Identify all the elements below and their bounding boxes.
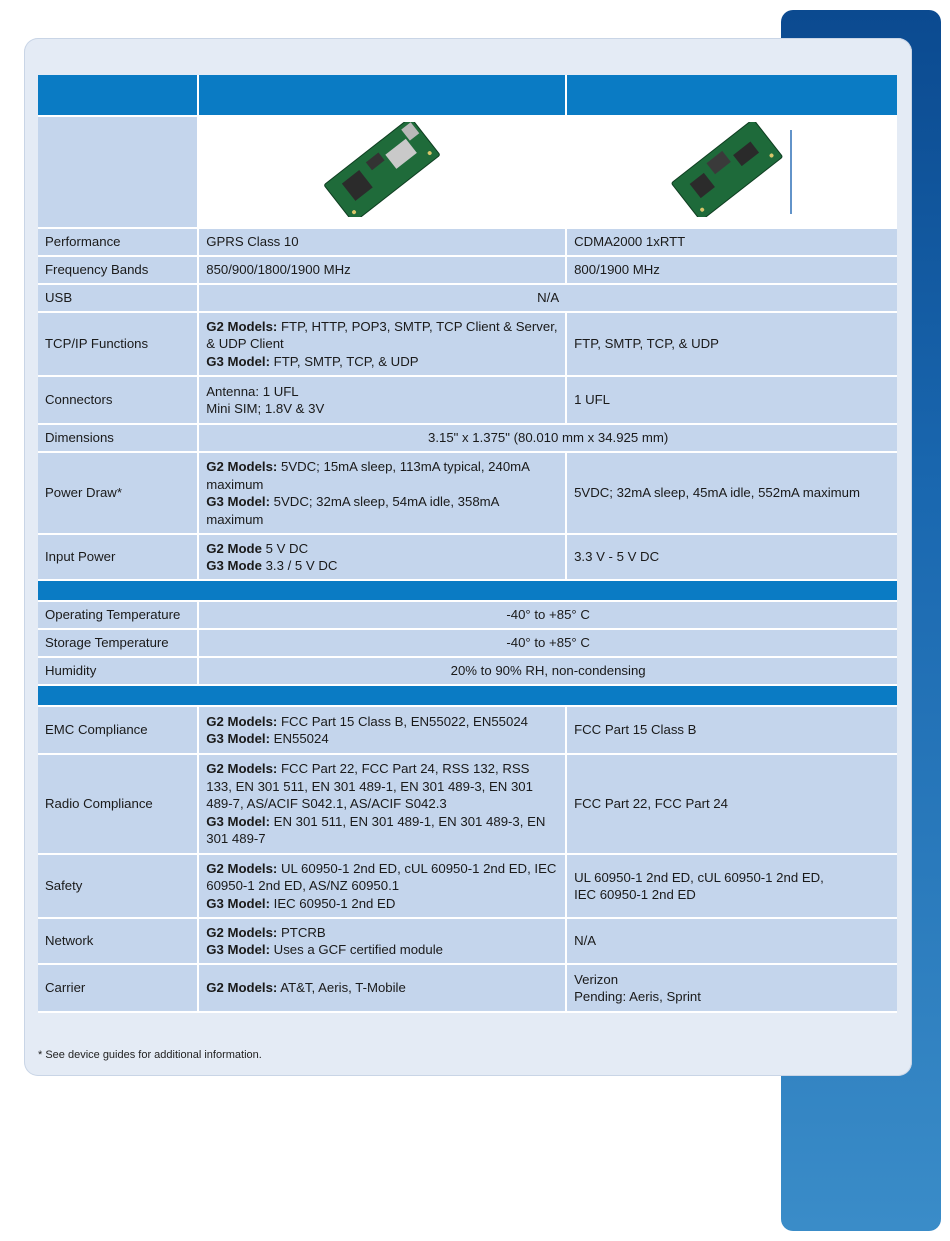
header-cell-empty [38,75,199,117]
spec-row-radio-compliance [38,755,897,855]
g2-value: GPRS Class 10 [199,229,567,257]
g2-value [199,965,567,1013]
spec-row-dimensions [38,425,897,453]
g2-value [199,377,567,425]
row-label: Frequency Bands [38,257,199,285]
spec-table [38,75,897,1013]
cell-line: Antenna: 1 UFL [206,383,299,399]
row-label: Input Power [38,535,199,581]
row-value-span: -40° to +85° C [199,630,897,658]
model-label: G3 Model: [206,895,270,911]
model-label: G3 Model: [206,353,270,369]
row-label: Power Draw* [38,453,199,535]
spec-row-connectors [38,377,897,425]
cell-line: G3 Model: EN 301 511, EN 301 489-1, EN 301 489-3, EN 301 489-7 [206,813,546,847]
model-label: G2 Models: [206,860,278,876]
cell-line: UL 60950-1 2nd ED, cUL 60950-1 2nd ED, [574,869,824,885]
g2-value [199,919,567,965]
g3-value [567,965,897,1013]
row-label: Operating Temperature [38,602,199,630]
spec-row-safety [38,855,897,919]
model-label: G2 Models: [206,459,278,474]
model-label: G3 Model: [206,942,270,957]
spec-row-power-draw [38,453,897,535]
cell-line: G2 Models: 5VDC; 15mA sleep, 113mA typical, 240mA maximum [206,459,530,492]
cell-line: G3 Mode 3.3 / 5 V DC [206,558,338,573]
spec-row-input-power [38,535,897,581]
cell-line: G3 Model: IEC 60950-1 2nd ED [206,895,396,911]
g2-board-image [199,117,567,229]
row-label: Humidity [38,658,199,686]
g2-circuit-board-image [322,122,442,217]
cell-line: Pending: Aeris, Sprint [574,989,701,1004]
g2-value [199,707,567,755]
footnote: * See device guides for additional information. [38,1049,262,1061]
section-bar [38,686,897,707]
g2-value: 850/900/1800/1900 MHz [199,257,567,285]
row-label: Storage Temperature [38,630,199,658]
header-cell-g3 [567,75,897,117]
row-label: Radio Compliance [38,755,199,855]
cell-line: G3 Model: EN55024 [206,731,329,746]
cell-line: G2 Models: AT&T, Aeris, T-Mobile [206,980,406,996]
g3-value: FTP, SMTP, TCP, & UDP [567,313,897,377]
section-divider-environmental [38,581,897,602]
model-label: G3 Model: [206,494,270,509]
cell-line: G2 Models: FTP, HTTP, POP3, SMTP, TCP Client & Server, & UDP Client [206,318,558,352]
cell-line: Verizon [574,971,619,987]
row-label: EMC Compliance [38,707,199,755]
spec-row-operating-temperature [38,602,897,630]
spec-row-frequency-bands [38,257,897,285]
table-header-row [38,75,897,117]
section-divider-certifications [38,686,897,707]
model-label: G2 Models: [206,713,278,729]
model-label: G2 Models: [206,761,278,777]
g2-value [199,313,567,377]
spec-row-humidity [38,658,897,686]
g3-value: CDMA2000 1xRTT [567,229,897,257]
cell-line: G3 Model: 5VDC; 32mA sleep, 54mA idle, 358mA maximum [206,494,499,527]
cell-line: G2 Models: FCC Part 22, FCC Part 24, RSS 132, RSS 133, EN 301 511, EN 301 489-1, EN 301 489-3, EN 301 489-7, AS/ACIF S042.1, AS/ACIF S042.3 [206,761,533,812]
g3-board-image [567,117,897,229]
row-label: TCP/IP Functions [38,313,199,377]
row-value-span: 20% to 90% RH, non-condensing [199,658,897,686]
cell-line: G2 Models: UL 60950-1 2nd ED, cUL 60950-1 2nd ED, IEC 60950-1 2nd ED, AS/NZ 60950.1 [206,860,557,894]
g2-value [199,535,567,581]
cell-line: FCC Part 15 Class B [574,722,697,738]
spec-row-emc-compliance [38,707,897,755]
row-label: Carrier [38,965,199,1013]
g3-value [567,919,897,965]
cell-line: FCC Part 22, FCC Part 24 [574,796,728,812]
model-label: G3 Mode [206,558,262,573]
row-label: Network [38,919,199,965]
image-row-label-cell [38,117,199,229]
model-label: G3 Model: [206,731,270,746]
cell-line: G3 Model: Uses a GCF certified module [206,942,443,957]
row-label: Connectors [38,377,199,425]
row-value-span: 3.15" x 1.375" (80.010 mm x 34.925 mm) [199,425,897,453]
g3-value [567,755,897,855]
row-label: Safety [38,855,199,919]
g3-value: 1 UFL [567,377,897,425]
spec-row-carrier [38,965,897,1013]
cell-line: G2 Mode 5 V DC [206,540,309,556]
row-value-span: N/A [199,285,897,313]
cell-line: G2 Models: FCC Part 15 Class B, EN55022, EN55024 [206,713,529,729]
spec-row-performance [38,229,897,257]
cell-line: G2 Models: PTCRB [206,924,326,940]
product-image-row [38,117,897,229]
g3-value: 5VDC; 32mA sleep, 45mA idle, 552mA maximum [567,453,897,535]
g3-value [567,707,897,755]
spec-row-storage-temperature [38,630,897,658]
model-label: G2 Models: [206,318,278,334]
cell-line: IEC 60950-1 2nd ED [574,887,696,902]
header-cell-g2 [199,75,567,117]
g3-value: 800/1900 MHz [567,257,897,285]
g3-value [567,855,897,919]
row-value-span: -40° to +85° C [199,602,897,630]
row-label: Performance [38,229,199,257]
model-label: G2 Models: [206,980,278,996]
row-label: USB [38,285,199,313]
model-label: G3 Model: [206,813,270,829]
g3-value: 3.3 V - 5 V DC [567,535,897,581]
row-label: Dimensions [38,425,199,453]
section-bar [38,581,897,602]
g2-value [199,755,567,855]
spec-row-tcp-ip-functions [38,313,897,377]
model-label: G2 Mode [206,540,262,556]
model-label: G2 Models: [206,924,278,940]
g2-value [199,855,567,919]
spec-row-network [38,919,897,965]
g3-circuit-board-image [667,122,797,217]
cell-line: Mini SIM; 1.8V & 3V [206,401,325,416]
cell-line: G3 Model: FTP, SMTP, TCP, & UDP [206,353,419,369]
g2-value [199,453,567,535]
spec-row-usb [38,285,897,313]
cell-line: N/A [574,933,597,949]
